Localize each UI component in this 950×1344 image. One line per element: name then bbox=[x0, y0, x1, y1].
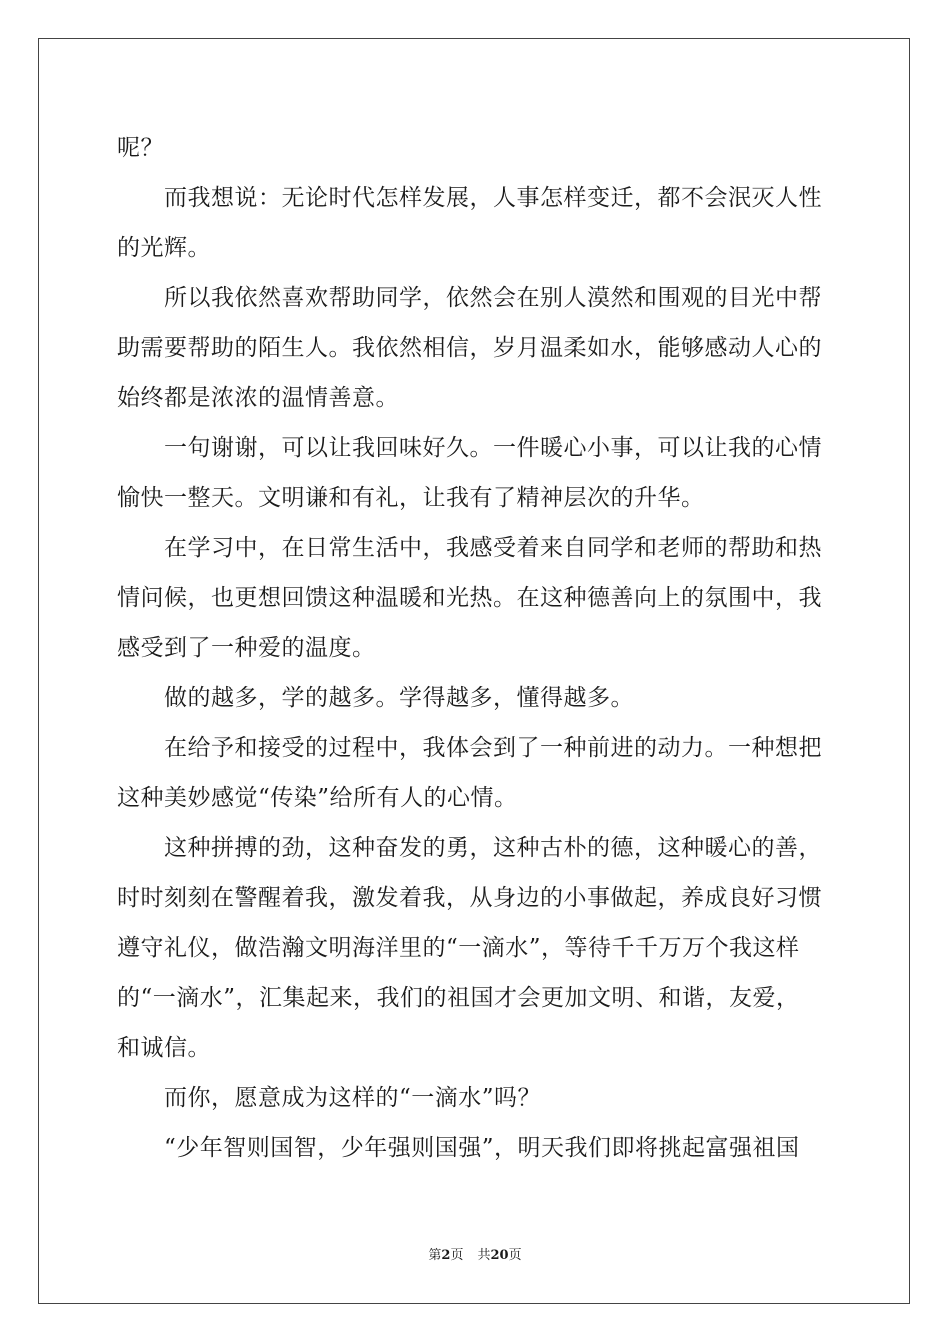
text-line: 的“一滴水”，汇集起来，我们的祖国才会更加文明、和谐，友爱， bbox=[117, 985, 800, 1011]
text-line: 而我想说：无论时代怎样发展，人事怎样变迁，都不会泯灭人性 bbox=[117, 185, 822, 211]
total-prefix: 共 bbox=[477, 1248, 491, 1263]
text-line: 感受到了一种爱的温度。 bbox=[117, 635, 376, 661]
page-unit: 页 bbox=[450, 1248, 464, 1263]
text-line: 一句谢谢，可以让我回味好久。一件暖心小事，可以让我的心情 bbox=[117, 435, 822, 461]
text-line: 始终都是浓浓的温情善意。 bbox=[117, 385, 399, 411]
text-line: 所以我依然喜欢帮助同学，依然会在别人漠然和围观的目光中帮 bbox=[117, 285, 822, 311]
total-pages-number: 20 bbox=[490, 1248, 509, 1263]
page-prefix: 第 bbox=[428, 1248, 442, 1263]
text-line: 和诚信。 bbox=[117, 1035, 211, 1061]
text-line: “少年智则国智，少年强则国强”，明天我们即将挑起富强祖国 bbox=[117, 1135, 800, 1161]
text-line: 这种美妙感觉“传染”给所有人的心情。 bbox=[117, 785, 518, 811]
text-line: 在学习中，在日常生活中，我感受着来自同学和老师的帮助和热 bbox=[117, 535, 822, 561]
text-line: 而你，愿意成为这样的“一滴水”吗？ bbox=[117, 1085, 542, 1111]
text-line: 助需要帮助的陌生人。我依然相信，岁月温柔如水，能够感动人心的 bbox=[117, 335, 822, 361]
total-unit: 页 bbox=[508, 1248, 522, 1263]
text-line: 遵守礼仪，做浩瀚文明海洋里的“一滴水”，等待千千万万个我这样 bbox=[117, 935, 800, 961]
current-page-number: 2 bbox=[441, 1248, 451, 1263]
text-line: 的光辉。 bbox=[117, 235, 211, 261]
text-line: 情问候，也更想回馈这种温暖和光热。在这种德善向上的氛围中，我 bbox=[117, 585, 822, 611]
text-line: 愉快一整天。文明谦和有礼，让我有了精神层次的升华。 bbox=[117, 485, 705, 511]
page-border bbox=[38, 38, 910, 1304]
text-line: 呢？ bbox=[117, 135, 164, 161]
page-footer bbox=[0, 1247, 950, 1265]
text-line: 这种拼搏的劲，这种奋发的勇，这种古朴的德，这种暖心的善， bbox=[117, 835, 822, 861]
text-line: 在给予和接受的过程中，我体会到了一种前进的动力。一种想把 bbox=[117, 735, 822, 761]
text-line: 做的越多，学的越多。学得越多，懂得越多。 bbox=[117, 685, 634, 711]
text-line: 时时刻刻在警醒着我，激发着我，从身边的小事做起，养成良好习惯 bbox=[117, 885, 822, 911]
